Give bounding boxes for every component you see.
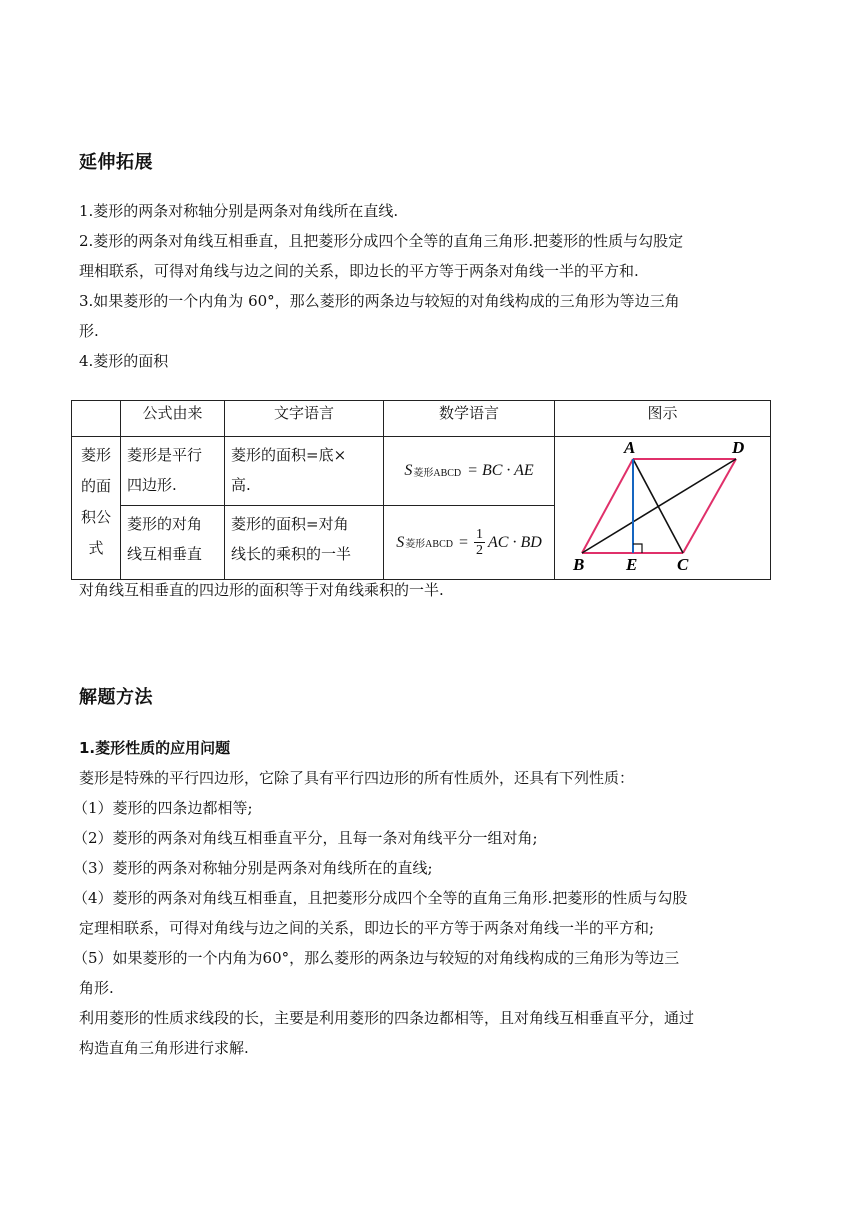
side-ba (582, 459, 633, 553)
methods-body (73, 733, 789, 1063)
formula-rhs: AC · BD (488, 533, 542, 551)
formula-equals: = (458, 533, 469, 551)
methods-line: 定理相联系，可得对角线与边之间的关系，即边长的平方等于两条对角线一半的平方和; (79, 919, 655, 937)
origin-cell-2 (121, 506, 225, 580)
methods-line: 角形. (79, 979, 114, 997)
label-d: D (732, 438, 745, 457)
side-dc (683, 459, 736, 553)
table-note (79, 575, 789, 605)
table-header-origin: 公式由来 (121, 401, 225, 437)
rhombus-area-table (71, 400, 771, 580)
text-cell-1 (225, 437, 384, 506)
origin-line: 菱形的对角 (127, 515, 203, 533)
origin-line: 菱形是平行 (127, 446, 203, 464)
section-title-extension: 延伸拓展 (79, 152, 153, 173)
label-e: E (626, 555, 638, 574)
methods-line: （3）菱形的两条对称轴分别是两条对角线所在的直线; (73, 859, 433, 877)
text-line: 线长的乘积的一半 (231, 545, 352, 563)
formula-s: S (404, 462, 413, 479)
text-line: 高. (231, 476, 251, 494)
methods-line: （1）菱形的四条边都相等; (73, 799, 253, 817)
formula-fraction (474, 527, 485, 558)
origin-line: 线互相垂直 (127, 545, 203, 563)
origin-line: 四边形. (127, 476, 177, 494)
point-3-line-1: 3.如果菱形的一个内角为 60°，那么菱形的两条边与较短的对角线构成的三角形为等边三角 (79, 292, 680, 310)
right-angle-mark (633, 544, 642, 553)
point-4-line-1: 4.菱形的面积 (79, 352, 169, 370)
methods-subtitle: 1.菱形性质的应用问题 (79, 739, 231, 757)
text-line: 菱形的面积=对角 (231, 515, 349, 533)
formula-base-height (384, 437, 554, 505)
methods-line: 菱形是特殊的平行四边形，它除了具有平行四边形的所有性质外，还具有下列性质： (79, 769, 635, 787)
row-head-line: 菱形 (80, 446, 111, 464)
row-head-line: 积公 (80, 508, 111, 526)
figure-cell (555, 437, 771, 580)
formula-subscript: 菱形ABCD (413, 467, 462, 479)
formula-subscript: 菱形ABCD (405, 539, 453, 550)
text-cell-2 (225, 506, 384, 580)
text-line: 菱形的面积=底× (231, 446, 347, 464)
point-2-line-2: 理相联系，可得对角线与边之间的关系，即边长的平方等于两条对角线一半的平方和. (79, 262, 639, 280)
label-b: B (573, 555, 585, 574)
point-1-line-1: 1.菱形的两条对称轴分别是两条对角线所在直线. (79, 202, 399, 220)
point-2-line-1: 2.菱形的两条对角线互相垂直，且把菱形分成四个全等的直角三角形.把菱形的性质与勾股定 (79, 232, 684, 250)
point-3-line-2: 形. (79, 322, 99, 340)
formula-cell-2 (384, 506, 555, 580)
formula-rhs: = BC · AE (467, 462, 534, 479)
fraction-numerator: 1 (476, 527, 484, 542)
table-header-empty (72, 401, 121, 437)
fraction-denominator: 2 (476, 543, 484, 558)
table-note-text: 对角线互相垂直的四边形的面积等于对角线乘积的一半. (79, 581, 444, 599)
methods-line: （5）如果菱形的一个内角为60°，那么菱形的两条边与较短的对角线构成的三角形为等边三 (73, 949, 680, 967)
formula-s: S (396, 533, 405, 551)
table-header-figure: 图示 (555, 401, 771, 437)
row-head-line: 的面 (80, 477, 111, 495)
table-header-text: 文字语言 (225, 401, 384, 437)
methods-line: 利用菱形的性质求线段的长，主要是利用菱形的四条边都相等，且对角线互相垂直平分，通过 (79, 1009, 695, 1027)
methods-line: 构造直角三角形进行求解. (79, 1039, 249, 1057)
section-title-methods: 解题方法 (79, 687, 153, 708)
table-header-math: 数学语言 (384, 401, 555, 437)
row-head-line: 式 (88, 539, 104, 557)
extension-points (79, 196, 789, 376)
methods-line: （2）菱形的两条对角线互相垂直平分，且每一条对角线平分一组对角; (73, 829, 538, 847)
origin-cell-1 (121, 437, 225, 506)
rhombus-figure (555, 437, 770, 574)
formula-diagonals (384, 506, 554, 579)
methods-line: （4）菱形的两条对角线互相垂直，且把菱形分成四个全等的直角三角形.把菱形的性质与勾股 (73, 889, 688, 907)
formula-cell-1 (384, 437, 555, 506)
row-head-area-formula (72, 437, 121, 580)
diagonal-bd (582, 459, 736, 553)
label-c: C (677, 555, 689, 574)
label-a: A (624, 438, 636, 457)
